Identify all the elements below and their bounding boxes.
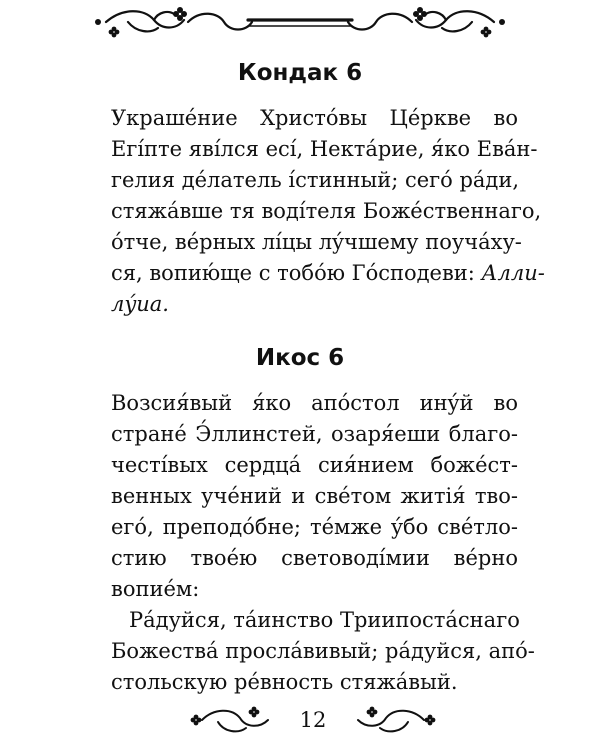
kontakion-line: стяжáвше тя водíтеля Божéственнаго, [111, 199, 542, 223]
kontakion-line: гелия дéлатель íстинный; сегó рáди, [111, 168, 520, 192]
ikos-line: честíвых сердцá сия́нием божéст- [111, 453, 518, 477]
kontakion-line [111, 289, 518, 320]
kontakion-line: Украшéние Христóвы Цéркве во [111, 106, 518, 130]
kontakion-line-text: ся, вопию́ще с тобóю Гóсподеви: [111, 261, 482, 285]
kontakion-line: óтче, вéрных лíцы лýчшему поучáху- [111, 230, 522, 254]
kontakion-title: Кондак 6 [237, 60, 363, 86]
kontakion-line [111, 258, 545, 289]
ikos-greeting-line: Рáдуйся, тáинство Триипостáснаго [129, 608, 520, 632]
page-number: 12 [287, 706, 339, 734]
ikos-greeting-line: стольскую рéвность стяжáвый. [111, 670, 458, 694]
ikos-line: венных учéний и свéтом житiя́ тво- [111, 484, 518, 508]
ikos-line: Возсия́вый я́ко апóстол инýй во [111, 391, 518, 415]
ikos-title: Икос 6 [255, 345, 345, 371]
ikos-line: стию твоéю световодíмии вéрно [111, 546, 518, 570]
kontakion-line: Егíпте явíлся есí, Нектáрие, я́ко Евáн- [111, 137, 538, 161]
ikos-greeting-line: Божествá прослáвивый; рáдуйся, апó- [111, 639, 535, 663]
alleluia-refrain-part: лýиа. [111, 292, 169, 316]
ikos-line: егó, преподóбне; тéмже ýбо свéтло- [111, 515, 518, 539]
top-ornament-icon [88, 2, 512, 42]
alleluia-refrain-part: Алли- [481, 261, 545, 285]
ikos-line: странé Э́ллинстей, озаря́еши благо- [111, 422, 518, 446]
ikos-line: вопиéм: [111, 577, 200, 601]
